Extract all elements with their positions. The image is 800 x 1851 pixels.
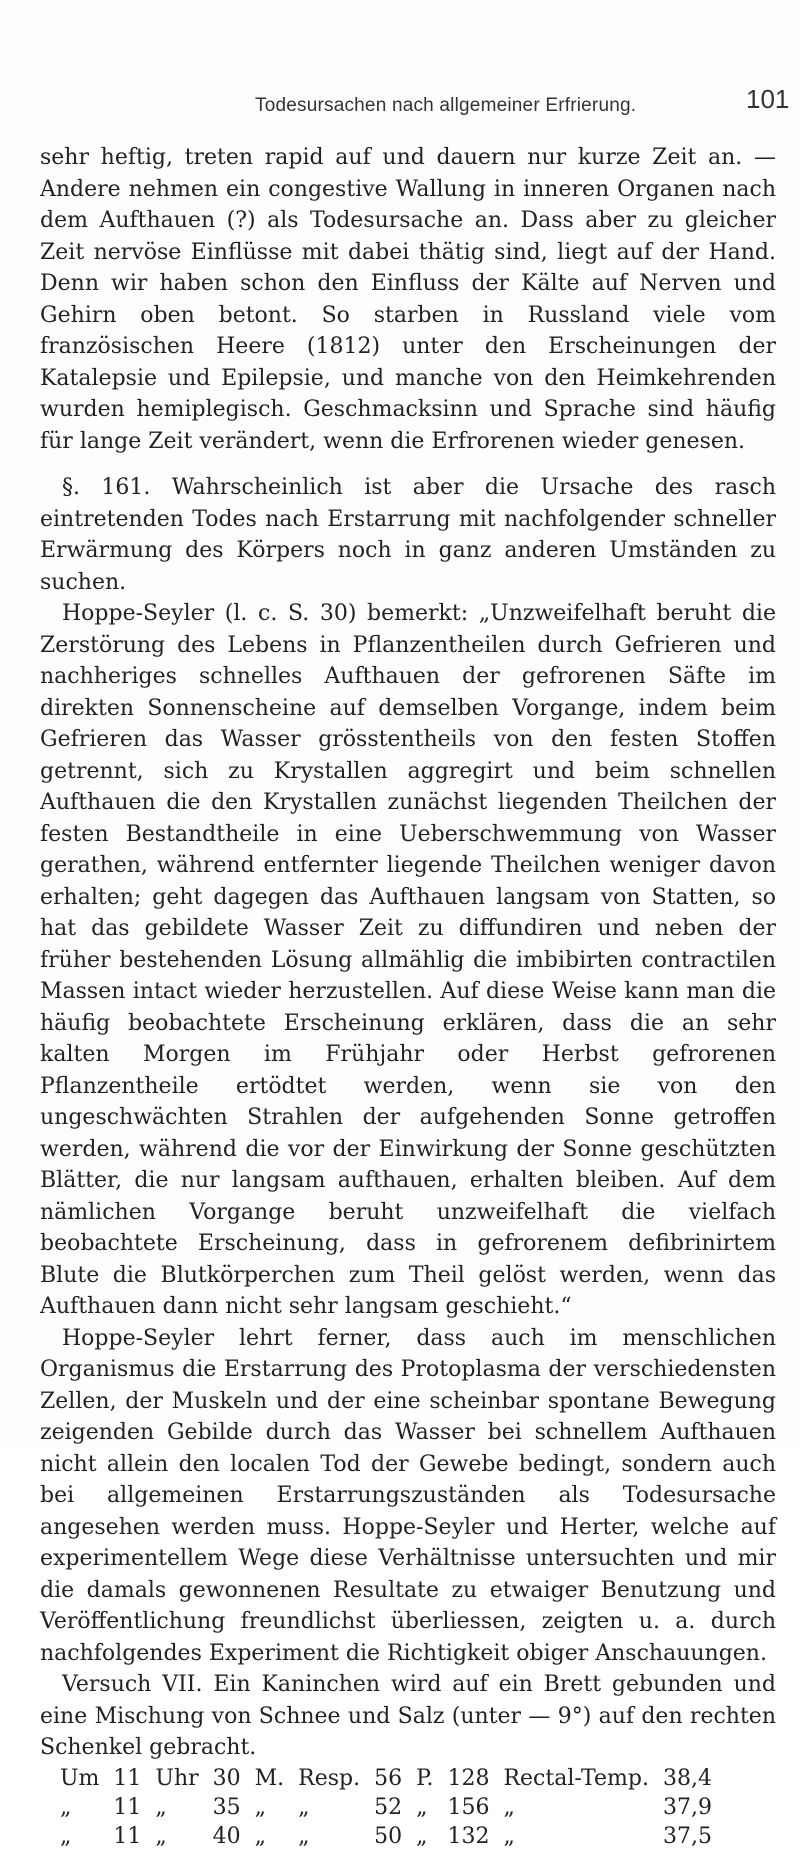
table-cell: 50 xyxy=(374,1823,403,1849)
table-cell: „ xyxy=(60,1823,72,1849)
table-cell: Um xyxy=(60,1765,100,1791)
page-body xyxy=(40,142,776,1851)
paragraph-hoppe-seyler-further: Hoppe-Seyler lehrt ferner, dass auch im menschlichen Organismus die Erstarrung des Protoplasma der verschiedensten Zellen, der Muskeln und der eine scheinbar spontane Bewegung zeigenden Gebilde durch das Wasser bei schnellem Aufthauen nicht allein den localen Tod der Gewebe bedingt, sondern auch bei allgemeinen Erstarrungszuständen als Todesursache angesehen werden muss. Hoppe-Seyler und Herter, welche auf experimentellem Wege diese Verhältnisse untersuchten und mir die damals gewonnenen Resultate zu etwaiger Benutzung und Veröffentlichung freundlichst überliessen, zeigten u. a. durch nachfolgendes Experiment die Richtigkeit obiger Anschauungen. xyxy=(40,1325,776,1666)
table-cell: Resp. xyxy=(298,1765,361,1791)
paragraph-experiment-vii: Versuch VII. Ein Kaninchen wird auf ein Brett gebunden und eine Mischung von Schnee und Salz (unter — 9°) auf den rechten Schenkel gebracht. xyxy=(40,1672,776,1760)
paragraph-section-161: §. 161. Wahrscheinlich ist aber die Ursache des rasch eintretenden Todes nach Erstarrung mit nachfolgender schneller Erwärmung des Körpers noch in ganz anderen Umständen zu suchen. xyxy=(40,475,776,595)
table-cell: „ xyxy=(298,1823,310,1849)
table-cell: 38,4 xyxy=(662,1765,712,1791)
table-cell: Rectal-Temp. xyxy=(503,1765,649,1791)
table-cell: 11 xyxy=(113,1823,142,1849)
table-cell: 128 xyxy=(447,1765,490,1791)
table-cell: „ xyxy=(60,1794,72,1820)
table-cell: 11 xyxy=(113,1794,142,1820)
table-cell: „ xyxy=(155,1794,167,1820)
table-cell: 35 xyxy=(212,1794,241,1820)
table-cell: 37,9 xyxy=(662,1794,712,1820)
measurement-table xyxy=(60,1764,726,1851)
table-cell: 52 xyxy=(374,1794,403,1820)
paragraph-continuation: sehr heftig, treten rapid auf und dauern nur kurze Zeit an. — Andere nehmen ein congestive Wallung in inneren Organen nach dem Aufthauen (?) als Todesursache an. Dass aber zu gleicher Zeit nervöse Einflüsse mit dabei thätig sind, liegt auf der Hand. Denn wir haben schon den Einfluss der Kälte auf Nerven und Gehirn oben betont. So starben in Russland viele vom französischen Heere (1812) unter den Erscheinungen der Katalepsie und Epilepsie, und manche von den Heimkehrenden wurden hemiplegisch. Geschmacksinn und Sprache sind häufig für lange Zeit verändert, wenn die Erfrorenen wieder genesen. xyxy=(40,145,776,454)
table-row xyxy=(60,1822,726,1851)
table-cell: 40 xyxy=(212,1823,241,1849)
table-cell: „ xyxy=(503,1823,515,1849)
table-cell: Uhr xyxy=(155,1765,199,1791)
table-cell: „ xyxy=(298,1794,310,1820)
page-number: 101 xyxy=(746,84,790,114)
table-cell: „ xyxy=(416,1823,428,1849)
table-cell: 132 xyxy=(447,1823,490,1849)
table-cell: M. xyxy=(254,1765,285,1791)
table-cell: 11 xyxy=(113,1765,142,1791)
running-title: Todesursachen nach allgemeiner Erfrierung. xyxy=(255,95,637,116)
table-cell: 37,5 xyxy=(662,1823,712,1849)
table-cell: 56 xyxy=(374,1765,403,1791)
table-cell: „ xyxy=(416,1794,428,1820)
table-cell: 30 xyxy=(212,1765,241,1791)
table-cell: „ xyxy=(503,1794,515,1820)
table-cell: „ xyxy=(155,1823,167,1849)
table-cell: P. xyxy=(416,1765,434,1791)
table-row xyxy=(60,1764,726,1793)
paragraph-hoppe-seyler-quote: Hoppe-Seyler (l. c. S. 30) bemerkt: „Unzweifelhaft beruht die Zerstörung des Lebens in Pflanzentheilen durch Gefrieren und nachheriges schnelles Aufthauen der gefrorenen Säfte im direkten Sonnenscheine auf demselben Vorgange, indem beim Gefrieren das Wasser grösstentheils von den festen Stoffen getrennt, sich zu Krystallen aggregirt und beim schnellen Aufthauen die den Krystallen zunächst liegenden Theilchen der festen Bestandtheile in eine Ueberschwemmung von Wasser gerathen, während entfernter liegende Theilchen weniger davon erhalten; geht dagegen das Aufthauen langsam von Statten, so hat das gebildete Wasser Zeit zu diffundiren und neben der früher bestehenden Lösung allmählig die imbibirten contractilen Massen intact wieder herzustellen. Auf diese Weise kann man die häufig beobachtete Erscheinung erklären, dass die an sehr kalten Morgen im Frühjahr oder Herbst gefrorenen Pflanzentheile ertödtet werden, wenn sie von den ungeschwächten Strahlen der aufgehenden Sonne getroffen werden, während die vor der Einwirkung der Sonne geschützten Blätter, die nur langsam aufthauen, erhalten bleiben. Auf dem nämlichen Vorgange beruht unzweifelhaft die vielfach beobachtete Erscheinung, dass in gefrorenem defibrinirtem Blute die Blutkörperchen zum Theil gelöst werden, wenn das Aufthauen dann nicht sehr langsam geschieht.“ xyxy=(40,601,776,1319)
table-cell: „ xyxy=(254,1794,267,1820)
table-cell: 156 xyxy=(447,1794,490,1820)
table-row xyxy=(60,1793,726,1822)
table-cell: „ xyxy=(254,1823,267,1849)
